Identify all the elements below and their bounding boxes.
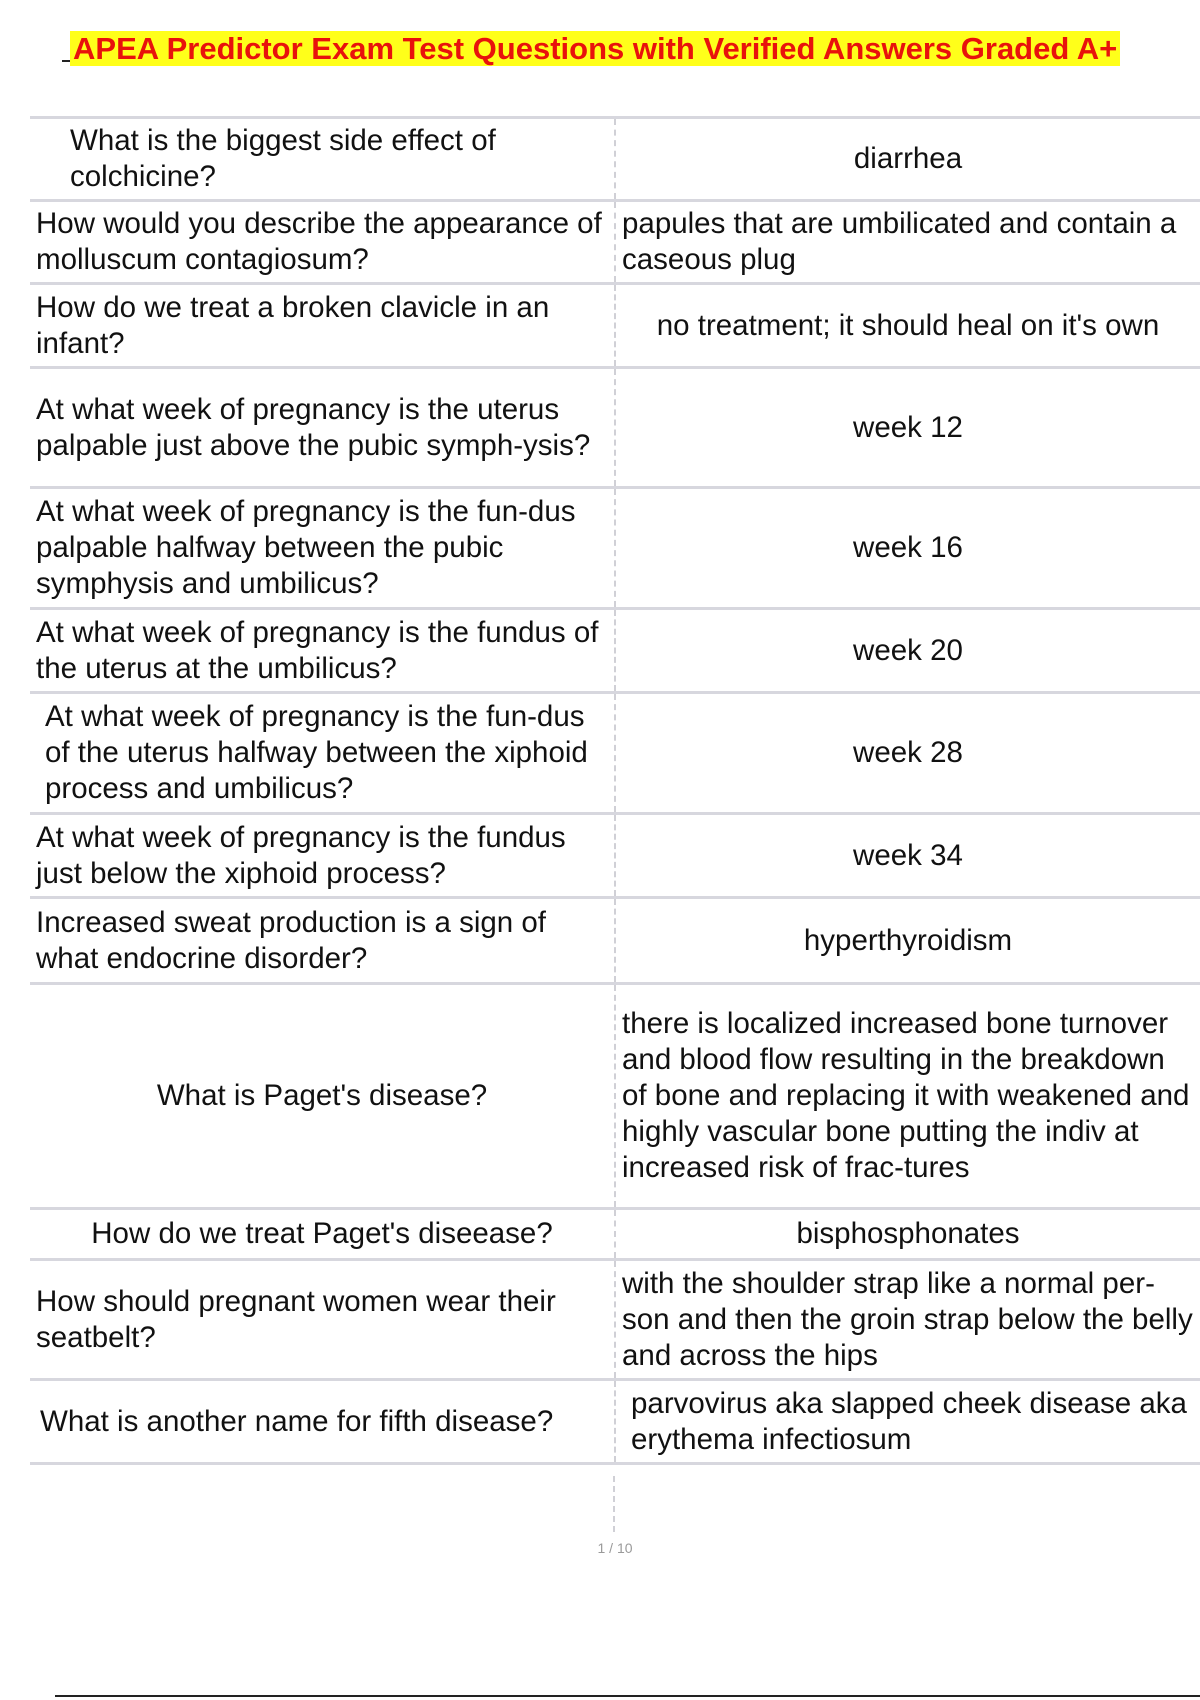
question-cell: At what week of pregnancy is the fun-dus palpable halfway between the pubic symphysis and umbilicus? [30, 488, 615, 609]
table-row [30, 488, 1200, 609]
question-cell: What is Paget's disease? [30, 984, 615, 1209]
question-cell: At what week of pregnancy is the uterus palpable just above the pubic symph-ysis? [30, 368, 615, 488]
answer-cell: week 20 [615, 609, 1200, 693]
column-divider-tail [613, 1476, 615, 1532]
answer-cell: papules that are umbilicated and contain a caseous plug [615, 201, 1200, 284]
title-dash [62, 60, 70, 62]
table-row [30, 984, 1200, 1209]
question-cell: At what week of pregnancy is the fun-dus of the uterus halfway between the xiphoid process and umbilicus? [30, 693, 615, 814]
document-title: APEA Predictor Exam Test Questions with Verified Answers Graded A+ [70, 31, 1120, 66]
question-cell: What is the biggest side effect of colchicine? [30, 118, 615, 201]
answer-cell: week 34 [615, 814, 1200, 898]
answer-cell: week 12 [615, 368, 1200, 488]
table-row [30, 1209, 1200, 1260]
answer-cell: bisphosphonates [615, 1209, 1200, 1260]
answer-cell: week 16 [615, 488, 1200, 609]
table-row [30, 284, 1200, 368]
table-row [30, 693, 1200, 814]
answer-cell: with the shoulder strap like a normal per-son and then the groin strap below the belly and across the hips [615, 1260, 1200, 1380]
question-cell: How do we treat a broken clavicle in an infant? [30, 284, 615, 368]
question-cell: Increased sweat production is a sign of what endocrine disorder? [30, 898, 615, 984]
question-cell: What is another name for fifth disease? [30, 1380, 615, 1464]
table-row [30, 898, 1200, 984]
question-cell: How do we treat Paget's diseease? [30, 1209, 615, 1260]
question-cell: How would you describe the appearance of molluscum contagiosum? [30, 201, 615, 284]
table-row [30, 814, 1200, 898]
document-title-bar [62, 30, 1162, 68]
table-row [30, 1380, 1200, 1464]
answer-cell: hyperthyroidism [615, 898, 1200, 984]
table-row [30, 201, 1200, 284]
answer-cell: diarrhea [615, 118, 1200, 201]
question-cell: At what week of pregnancy is the fundus of the uterus at the umbilicus? [30, 609, 615, 693]
qa-table [30, 116, 1200, 1465]
answer-cell: there is localized increased bone turnover and blood flow resulting in the breakdown of bone and replacing it with weakened and highly vascular bone putting the indiv at increased risk of frac-tures [615, 984, 1200, 1209]
table-row [30, 1260, 1200, 1380]
table-row [30, 368, 1200, 488]
question-cell: At what week of pregnancy is the fundus just below the xiphoid process? [30, 814, 615, 898]
answer-cell: parvovirus aka slapped cheek disease aka erythema infectiosum [615, 1380, 1200, 1464]
answer-cell: week 28 [615, 693, 1200, 814]
table-row [30, 118, 1200, 201]
question-cell: How should pregnant women wear their seatbelt? [30, 1260, 615, 1380]
table-row [30, 609, 1200, 693]
page-indicator: 1 / 10 [597, 1540, 633, 1556]
footer-divider [55, 1695, 1200, 1697]
answer-cell: no treatment; it should heal on it's own [615, 284, 1200, 368]
